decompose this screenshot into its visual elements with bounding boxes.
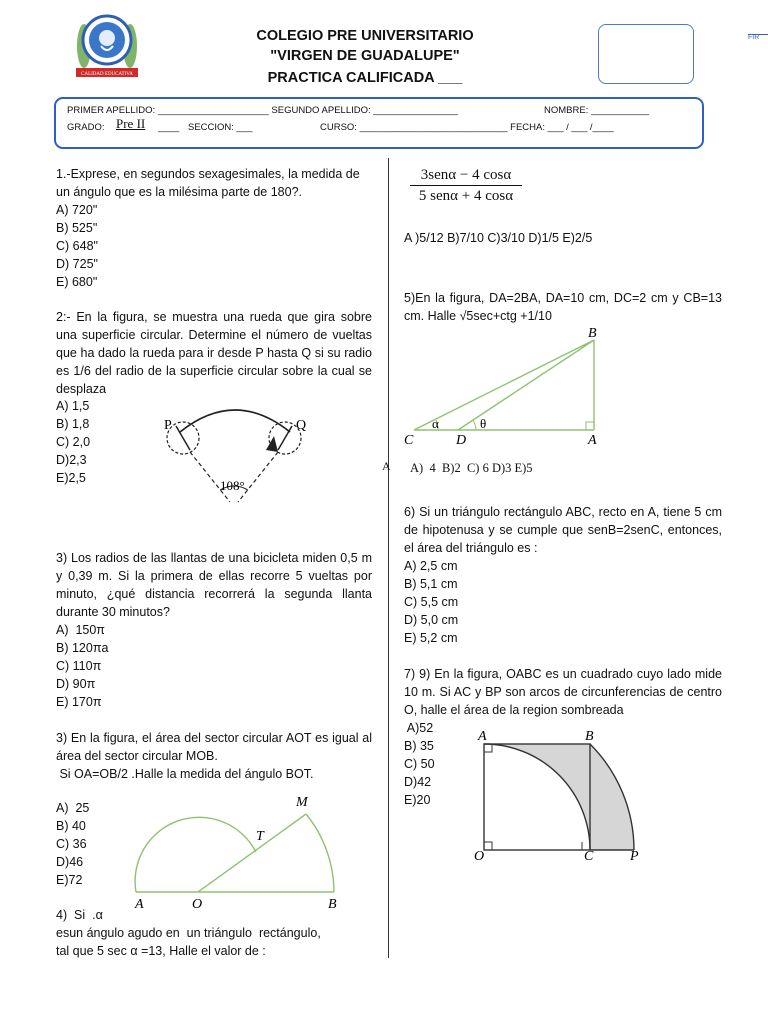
- q3b-label-m: M: [296, 795, 308, 810]
- q3-options: [56, 621, 108, 711]
- q3b-option-e[interactable]: E)72: [56, 873, 83, 887]
- q1-option-e[interactable]: E) 680": [56, 275, 98, 289]
- q4-line2: esun ángulo agudo en un triángulo rectángulo,: [56, 926, 321, 940]
- grade-box[interactable]: [598, 24, 694, 84]
- q3-option-a[interactable]: A) 150π: [56, 623, 105, 637]
- q6-option-d[interactable]: D) 5,0 cm: [404, 613, 459, 627]
- fraction-denominator: 5 senα + 4 cosα: [418, 188, 514, 204]
- q6-option-a[interactable]: A) 2,5 cm: [404, 559, 458, 573]
- q3b-option-b[interactable]: B) 40: [56, 819, 86, 833]
- q2-label-angle: 108°: [220, 478, 245, 493]
- q6-option-b[interactable]: B) 5,1 cm: [404, 577, 458, 591]
- q1-option-d[interactable]: D) 725": [56, 257, 98, 271]
- info-curso-fecha[interactable]: CURSO: ____________________________ FECHA: ___ / ___ /____: [320, 122, 614, 133]
- column-divider: [388, 158, 389, 958]
- q3b-option-c[interactable]: C) 36: [56, 837, 87, 851]
- q1-option-b[interactable]: B) 525": [56, 221, 98, 235]
- q7-option-a[interactable]: A)52: [404, 721, 434, 735]
- fraction-bar: [410, 185, 522, 186]
- info-row1-name[interactable]: NOMBRE: ___________: [544, 105, 650, 116]
- q3-option-b[interactable]: B) 120πa: [56, 641, 109, 655]
- q5-label-b: B: [588, 326, 597, 341]
- q7-text: 7) 9) En la figura, OABC es un cuadrado cuyo lado mide 10 m. Si AC y BP son arcos de circunferencias de centro O, halle el área de la region sombreada: [404, 667, 722, 717]
- q7-label-b: B: [585, 729, 594, 744]
- q2-label-p: P: [164, 418, 172, 433]
- q5-figure: [400, 322, 608, 450]
- q5-stray-mark: A: [382, 459, 391, 473]
- q2-option-b[interactable]: B) 1,8: [56, 417, 90, 431]
- q3-option-c[interactable]: C) 110π: [56, 659, 102, 673]
- q7-label-p: P: [630, 849, 639, 864]
- q3b-figure: [130, 790, 350, 912]
- q3b-options: [56, 799, 89, 889]
- q3b-text: 3) En la figura, el área del sector circular AOT es igual al área del sector circular MOB.: [56, 731, 372, 763]
- q2-option-c[interactable]: C) 2,0: [56, 435, 91, 449]
- q7-options: [404, 719, 435, 809]
- signature-label: FIR: [748, 34, 760, 41]
- q5-text: 5)En la figura, DA=2BA, DA=10 cm, DC=2 cm y CB=13 cm. Halle √5sec+ctg +1/10: [404, 291, 722, 323]
- school-name: COLEGIO PRE UNIVERSITARIO: [256, 28, 474, 44]
- q5-label-c: C: [404, 433, 414, 448]
- q3b-option-d[interactable]: D)46: [56, 855, 84, 869]
- fraction-numerator: 3senα − 4 cosα: [420, 167, 512, 183]
- q3b-label-a: A: [135, 897, 144, 912]
- q3b-label-o: O: [192, 897, 203, 912]
- info-row1-surnames[interactable]: PRIMER APELLIDO: _____________________ SEGUNDO APELLIDO: ________________: [67, 105, 458, 116]
- info-grado-label: GRADO:: [67, 122, 108, 133]
- q2-option-e[interactable]: E)2,5: [56, 471, 86, 485]
- q7-figure: [468, 726, 648, 866]
- q3b-text2: Si OA=OB/2 .Halle la medida del ángulo BOT.: [56, 767, 314, 781]
- q1-options: [56, 201, 98, 291]
- q6-options: [404, 557, 458, 647]
- q3-option-d[interactable]: D) 90π: [56, 677, 96, 691]
- q7-option-b[interactable]: B) 35: [404, 739, 434, 753]
- info-grado-line: ____: [158, 122, 180, 133]
- q3b-option-a[interactable]: A) 25: [56, 801, 90, 815]
- q5-options[interactable]: A) 4 B)2 C) 6 D)3 E)5: [410, 461, 533, 475]
- q1-option-c[interactable]: C) 648": [56, 239, 98, 253]
- q2-option-d[interactable]: D)2,3: [56, 453, 87, 467]
- q2-text: 2:- En la figura, se muestra una rueda que gira sobre una superficie circular. Determine el número de vueltas que ha dado la rueda para ir desde P hasta Q si su radio es 1/6 del radio de la superficie circular sobre la cual se desplaza: [56, 310, 372, 396]
- q4-line3: tal que 5 sec α =13, Halle el valor de :: [56, 944, 266, 958]
- info-grado-value[interactable]: Pre II: [116, 116, 146, 131]
- q1-text: 1.-Exprese, en segundos sexagesimales, la medida de un ángulo que es la milésima parte de 180?.: [56, 167, 360, 199]
- q7-option-c[interactable]: C) 50: [404, 757, 435, 771]
- q1-option-a[interactable]: A) 720": [56, 203, 98, 217]
- info-seccion[interactable]: SECCION: ___: [188, 122, 253, 133]
- q2-label-q: Q: [296, 418, 307, 433]
- school-logo: [72, 10, 142, 82]
- q7-label-o: O: [474, 849, 485, 864]
- q3-option-e[interactable]: E) 170π: [56, 695, 102, 709]
- q2-figure: [150, 398, 320, 510]
- q2-options: [56, 397, 90, 487]
- exam-title: PRACTICA CALIFICADA ___: [267, 70, 463, 86]
- q7-label-a: A: [478, 729, 487, 744]
- q7-label-c: C: [584, 849, 594, 864]
- q3b-label-b: B: [328, 897, 337, 912]
- q5-label-theta: θ: [480, 416, 487, 431]
- q5-label-alpha: α: [432, 416, 439, 431]
- school-subname: "VIRGEN DE GUADALUPE": [270, 48, 460, 64]
- q4-line1: 4) Si .α: [56, 908, 103, 922]
- q7-option-d[interactable]: D)42: [404, 775, 432, 789]
- q7-option-e[interactable]: E)20: [404, 793, 431, 807]
- q4-fraction: [410, 166, 522, 205]
- logo-ribbon-text: CALIDAD EDUCATIVA: [81, 72, 133, 77]
- q2-option-a[interactable]: A) 1,5: [56, 399, 90, 413]
- q6-text: 6) Si un triángulo rectángulo ABC, recto en A, tiene 5 cm de hipotenusa y se cumple que senB=2senC, entonces, el área del triángulo es :: [404, 505, 722, 555]
- q6-option-c[interactable]: C) 5,5 cm: [404, 595, 459, 609]
- q3b-label-t: T: [256, 829, 264, 844]
- q3-text: 3) Los radios de las llantas de una bicicleta miden 0,5 m y 0,39 m. Si la primera de ellas recorre 5 vueltas por minuto, ¿qué distancia recorrerá la segunda llanta durante 30 minutos?: [56, 551, 372, 619]
- q5-label-d: D: [456, 433, 467, 448]
- q4-options[interactable]: A )5/12 B)7/10 C)3/10 D)1/5 E)2/5: [404, 231, 593, 245]
- q6-option-e[interactable]: E) 5,2 cm: [404, 631, 458, 645]
- q5-label-a: A: [588, 433, 597, 448]
